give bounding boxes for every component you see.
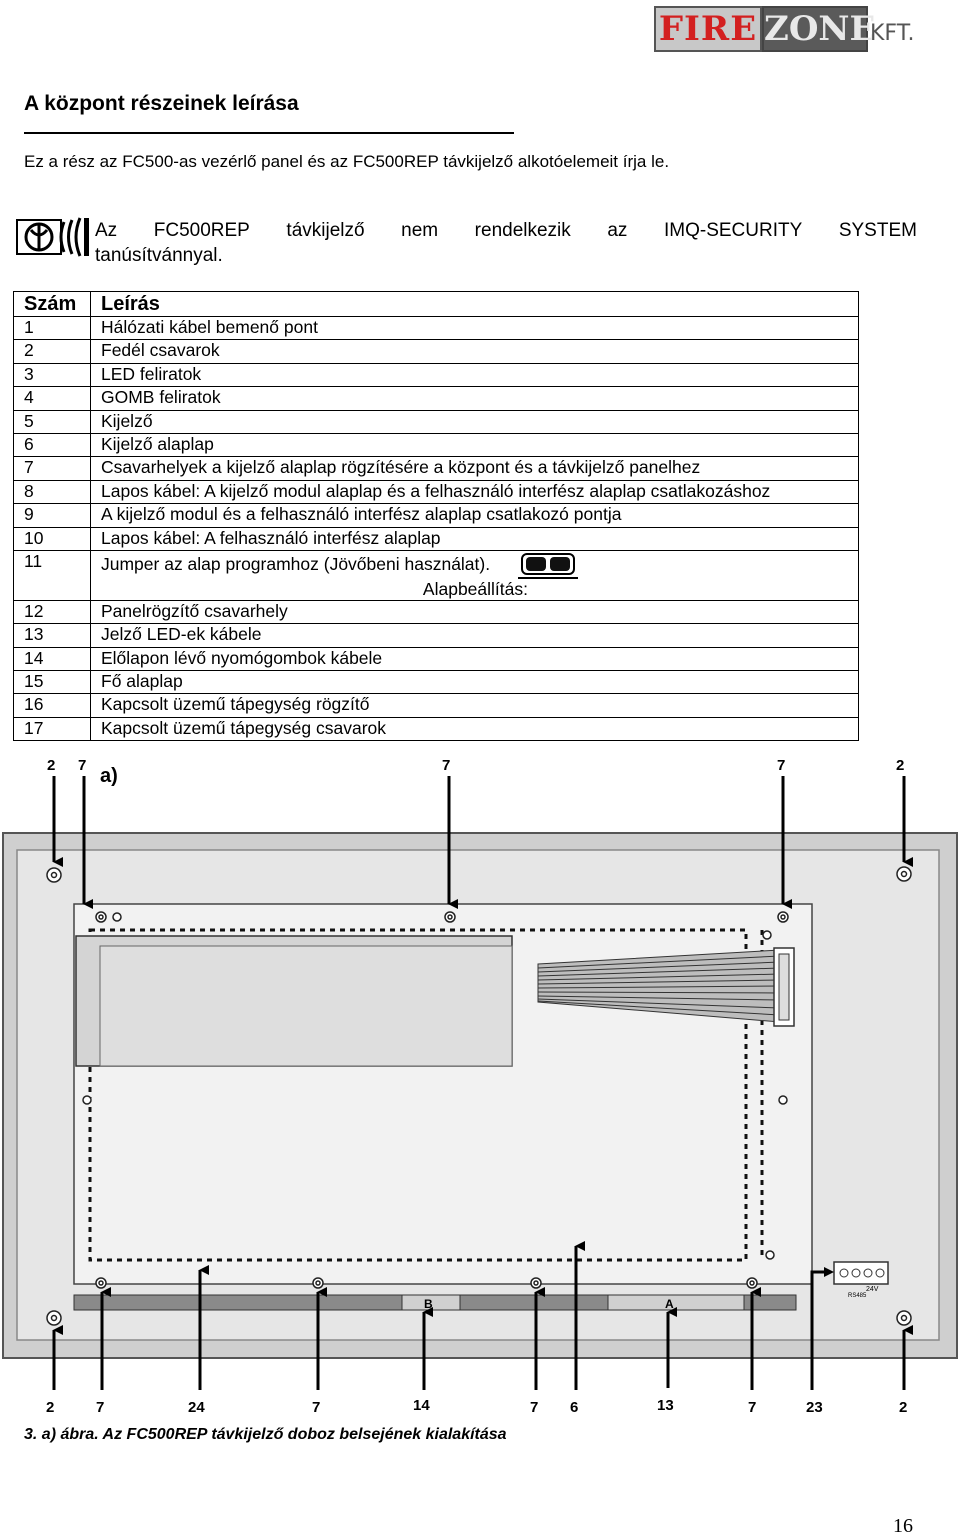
table-row bbox=[14, 317, 859, 340]
callout-label: 14 bbox=[413, 1397, 430, 1414]
default-setting-label: Alapbeállítás: bbox=[422, 578, 528, 599]
terminal-voltage: 24V bbox=[866, 1286, 879, 1293]
table-row bbox=[14, 340, 859, 363]
note-word: az bbox=[607, 220, 628, 241]
callout-label: 6 bbox=[570, 1399, 579, 1416]
row-description: A kijelző modul és a felhasználó interfész alaplap csatlakozó pontja bbox=[91, 504, 859, 527]
callout-label: 7 bbox=[748, 1399, 757, 1416]
bottom-callouts bbox=[46, 1397, 907, 1416]
note-word: rendelkezik bbox=[474, 220, 571, 241]
table-header-row bbox=[14, 292, 859, 317]
table-row bbox=[14, 717, 859, 740]
row-description: LED feliratok bbox=[91, 363, 859, 386]
row-description: Fedél csavarok bbox=[91, 340, 859, 363]
section-heading: A központ részeinek leírása bbox=[24, 92, 299, 115]
display-screen bbox=[100, 946, 512, 1066]
row-number: 3 bbox=[14, 363, 91, 386]
table-row bbox=[14, 504, 859, 527]
row-number: 16 bbox=[14, 694, 91, 717]
header-description: Leírás bbox=[91, 292, 859, 317]
note-word: IMQ-SECURITY bbox=[663, 220, 803, 241]
parts-description-table bbox=[13, 291, 859, 741]
table-row bbox=[14, 480, 859, 503]
note-line-2: tanúsítvánnyal. bbox=[95, 245, 223, 266]
table-row bbox=[14, 457, 859, 480]
table-row bbox=[14, 694, 859, 717]
note-word: távkijelző bbox=[286, 220, 365, 241]
row-description: Kijelző alaplap bbox=[91, 433, 859, 456]
row-number: 11 bbox=[14, 550, 91, 600]
row-number: 5 bbox=[14, 410, 91, 433]
header-number: Szám bbox=[14, 292, 91, 317]
connector-a bbox=[608, 1295, 744, 1310]
table-row bbox=[14, 550, 859, 600]
callout-label: 7 bbox=[312, 1399, 321, 1416]
row-description: GOMB feliratok bbox=[91, 387, 859, 410]
row-description: Csavarhelyek a kijelző alaplap rögzítésére a központ és a távkijelző panelhez bbox=[91, 457, 859, 480]
row-description: Kapcsolt üzemű tápegység rögzítő bbox=[91, 694, 859, 717]
row-description: Fő alaplap bbox=[91, 671, 859, 694]
imq-certification-icon bbox=[16, 216, 90, 258]
figure-caption: 3. a) ábra. Az FC500REP távkijelző doboz belsejének kialakítása bbox=[24, 1426, 507, 1443]
callout-label: 2 bbox=[46, 1399, 55, 1416]
callout-label: 24 bbox=[188, 1399, 205, 1416]
callout-label: 2 bbox=[899, 1399, 908, 1416]
logo-zone-text: ZONE bbox=[762, 6, 868, 52]
fc500rep-box-diagram bbox=[0, 748, 960, 1418]
heading-underline bbox=[24, 132, 514, 134]
intro-paragraph: Ez a rész az FC500-as vezérlő panel és az FC500REP távkijelző alkotóelemeit írja le. bbox=[24, 152, 670, 171]
row-number: 4 bbox=[14, 387, 91, 410]
row-number: 6 bbox=[14, 433, 91, 456]
row-number: 10 bbox=[14, 527, 91, 550]
row-number: 15 bbox=[14, 671, 91, 694]
table-row bbox=[14, 647, 859, 670]
jumper-default-icon bbox=[518, 551, 578, 579]
terminal-rs485: RS485 bbox=[848, 1293, 867, 1299]
row-number: 9 bbox=[14, 504, 91, 527]
page-number: 16 bbox=[893, 1515, 913, 1537]
row-description-jumper bbox=[91, 550, 859, 600]
note-line-1 bbox=[95, 220, 917, 242]
row-number: 2 bbox=[14, 340, 91, 363]
row-description: Panelrögzítő csavarhely bbox=[91, 600, 859, 623]
row-description: Előlapon lévő nyomógombok kábele bbox=[91, 647, 859, 670]
callout-label: 2 bbox=[896, 757, 905, 774]
row-number: 1 bbox=[14, 317, 91, 340]
row-number: 12 bbox=[14, 600, 91, 623]
top-callouts bbox=[47, 757, 904, 774]
fire-zone-logo bbox=[654, 6, 918, 52]
table-row bbox=[14, 600, 859, 623]
row-description: Jumper az alap programhoz (Jövőbeni használat). bbox=[101, 554, 491, 575]
callout-label: 2 bbox=[47, 757, 56, 774]
logo-kft-text: KFT. bbox=[870, 21, 915, 46]
callout-label: 7 bbox=[96, 1399, 105, 1416]
table-row bbox=[14, 671, 859, 694]
table-row bbox=[14, 387, 859, 410]
callout-label: 7 bbox=[777, 757, 786, 774]
logo-fire-text: FIRE bbox=[654, 6, 762, 52]
connector-b-label: B bbox=[424, 1297, 433, 1311]
table-row bbox=[14, 410, 859, 433]
panel-label: a) bbox=[100, 765, 118, 787]
row-number: 13 bbox=[14, 624, 91, 647]
note-word: nem bbox=[401, 220, 439, 241]
row-description: Hálózati kábel bemenő pont bbox=[91, 317, 859, 340]
row-description: Kapcsolt üzemű tápegység csavarok bbox=[91, 717, 859, 740]
row-number: 17 bbox=[14, 717, 91, 740]
terminal-block bbox=[834, 1262, 888, 1284]
table-row bbox=[14, 624, 859, 647]
note-word: SYSTEM bbox=[838, 220, 917, 241]
row-number: 8 bbox=[14, 480, 91, 503]
callout-label: 7 bbox=[78, 757, 87, 774]
table-row bbox=[14, 433, 859, 456]
note-word: FC500REP bbox=[153, 220, 250, 241]
callout-label: 7 bbox=[530, 1399, 539, 1416]
row-description: Kijelző bbox=[91, 410, 859, 433]
callout-label: 13 bbox=[657, 1397, 674, 1414]
row-number: 7 bbox=[14, 457, 91, 480]
row-description: Jelző LED-ek kábele bbox=[91, 624, 859, 647]
note-word: Az bbox=[95, 220, 118, 241]
connector-a-label: A bbox=[665, 1297, 674, 1311]
row-number: 14 bbox=[14, 647, 91, 670]
table-row bbox=[14, 363, 859, 386]
callout-label: 23 bbox=[806, 1399, 823, 1416]
table-row bbox=[14, 527, 859, 550]
row-description: Lapos kábel: A kijelző modul alaplap és a felhasználó interfész alaplap csatlakozáshoz bbox=[91, 480, 859, 503]
callout-label: 7 bbox=[442, 757, 451, 774]
row-description: Lapos kábel: A felhasználó interfész alaplap bbox=[91, 527, 859, 550]
